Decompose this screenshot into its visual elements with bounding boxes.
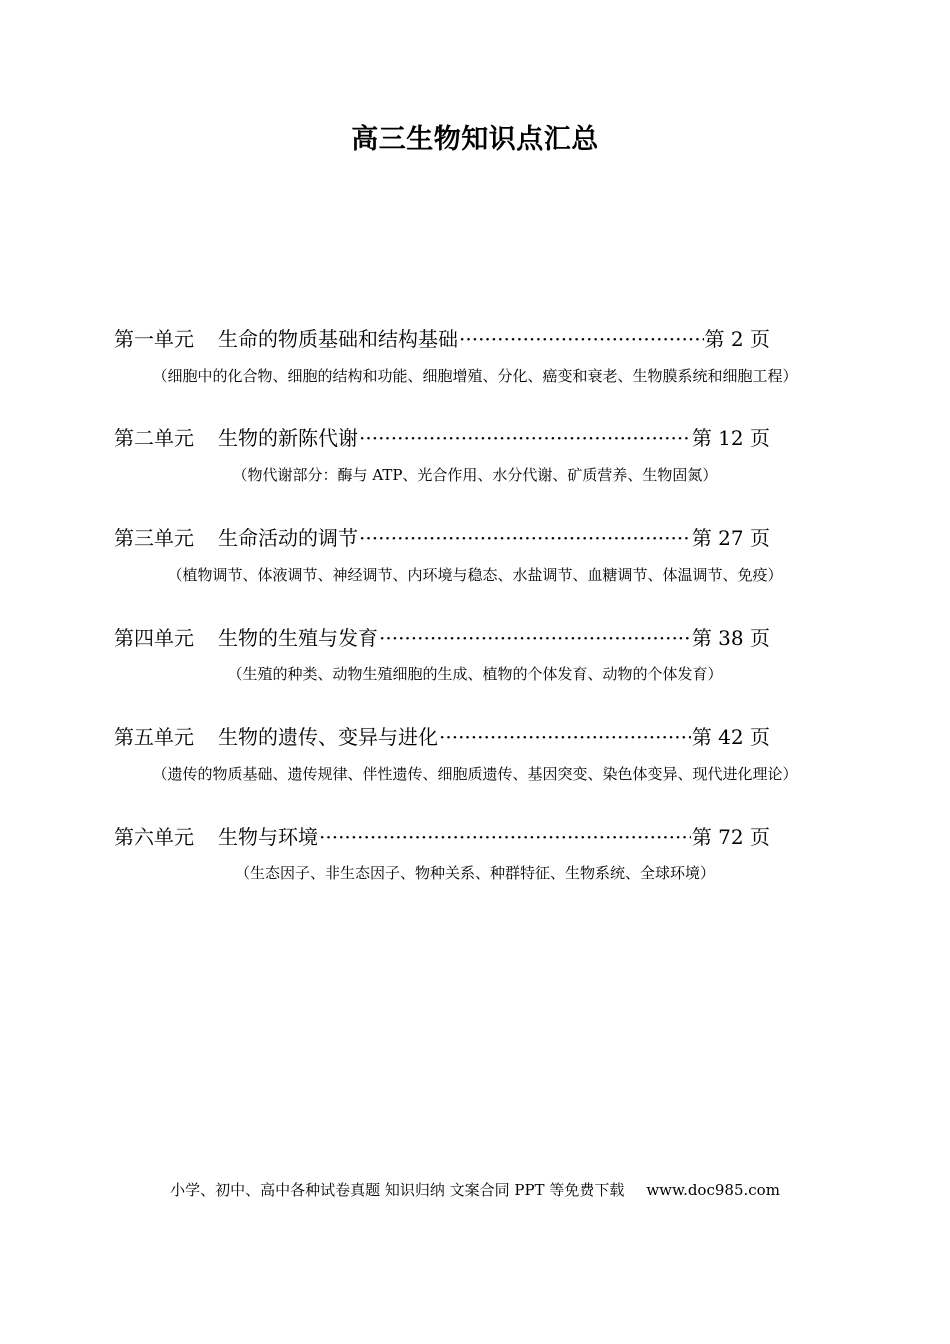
toc-entry-6[interactable] bbox=[114, 822, 770, 852]
toc-entry-4[interactable] bbox=[114, 623, 770, 653]
toc-entry-5-description: （遗传的物质基础、遗传规律、伴性遗传、细胞质遗传、基因突变、染色体变异、现代进化理论） bbox=[152, 765, 798, 783]
toc-unit-label: 第六单元 bbox=[114, 825, 194, 849]
toc-page-number: 第 12 页 bbox=[691, 426, 770, 450]
toc-unit-label: 第一单元 bbox=[114, 327, 194, 351]
toc-page-number: 第 38 页 bbox=[691, 626, 770, 650]
page-title: 高三生物知识点汇总 bbox=[351, 124, 599, 155]
toc-unit-name: 生物与环境 bbox=[218, 825, 318, 849]
toc-unit-label: 第三单元 bbox=[114, 526, 194, 550]
toc-dot-leader bbox=[379, 623, 691, 653]
toc-entry-5[interactable] bbox=[114, 722, 770, 752]
toc-page-number: 第 2 页 bbox=[704, 327, 770, 351]
toc-unit-name: 生命的物质基础和结构基础 bbox=[218, 327, 458, 351]
toc-entry-3[interactable] bbox=[114, 523, 770, 553]
toc-entry-1[interactable] bbox=[114, 324, 770, 354]
toc-dot-leader bbox=[459, 324, 704, 354]
toc-entry-2[interactable] bbox=[114, 423, 770, 453]
toc-unit-name: 生物的遗传、变异与进化 bbox=[218, 725, 438, 749]
toc-unit-name: 生物的生殖与发育 bbox=[218, 626, 378, 650]
toc-unit-label: 第四单元 bbox=[114, 626, 194, 650]
toc-unit-name: 生物的新陈代谢 bbox=[218, 426, 358, 450]
toc-entry-1-description: （细胞中的化合物、细胞的结构和功能、细胞增殖、分化、癌变和衰老、生物膜系统和细胞工程） bbox=[152, 367, 798, 385]
toc-entry-2-description: （物代谢部分：酶与 ATP、光合作用、水分代谢、矿质营养、生物固氮） bbox=[232, 466, 718, 484]
toc-entry-4-description: （生殖的种类、动物生殖细胞的生成、植物的个体发育、动物的个体发育） bbox=[227, 665, 723, 683]
toc-page-number: 第 72 页 bbox=[691, 825, 770, 849]
toc-unit-label: 第二单元 bbox=[114, 426, 194, 450]
toc-entry-6-description: （生态因子、非生态因子、物种关系、种群特征、生物系统、全球环境） bbox=[234, 864, 715, 882]
toc-dot-leader bbox=[439, 722, 691, 752]
toc-unit-name: 生命活动的调节 bbox=[218, 526, 358, 550]
toc-page-number: 第 27 页 bbox=[691, 526, 770, 550]
toc-dot-leader bbox=[359, 423, 691, 453]
footer-url-link[interactable]: www.doc985.com bbox=[646, 1181, 780, 1199]
toc-entry-3-description: （植物调节、体液调节、神经调节、内环境与稳态、水盐调节、血糖调节、体温调节、免疫） bbox=[167, 566, 783, 584]
toc-dot-leader bbox=[319, 822, 691, 852]
toc-page-number: 第 42 页 bbox=[691, 725, 770, 749]
toc-unit-label: 第五单元 bbox=[114, 725, 194, 749]
footer-text: 小学、初中、高中各种试卷真题 知识归纳 文案合同 PPT 等免费下载 bbox=[170, 1181, 625, 1199]
page-footer bbox=[0, 1179, 950, 1201]
toc-dot-leader bbox=[359, 523, 691, 553]
